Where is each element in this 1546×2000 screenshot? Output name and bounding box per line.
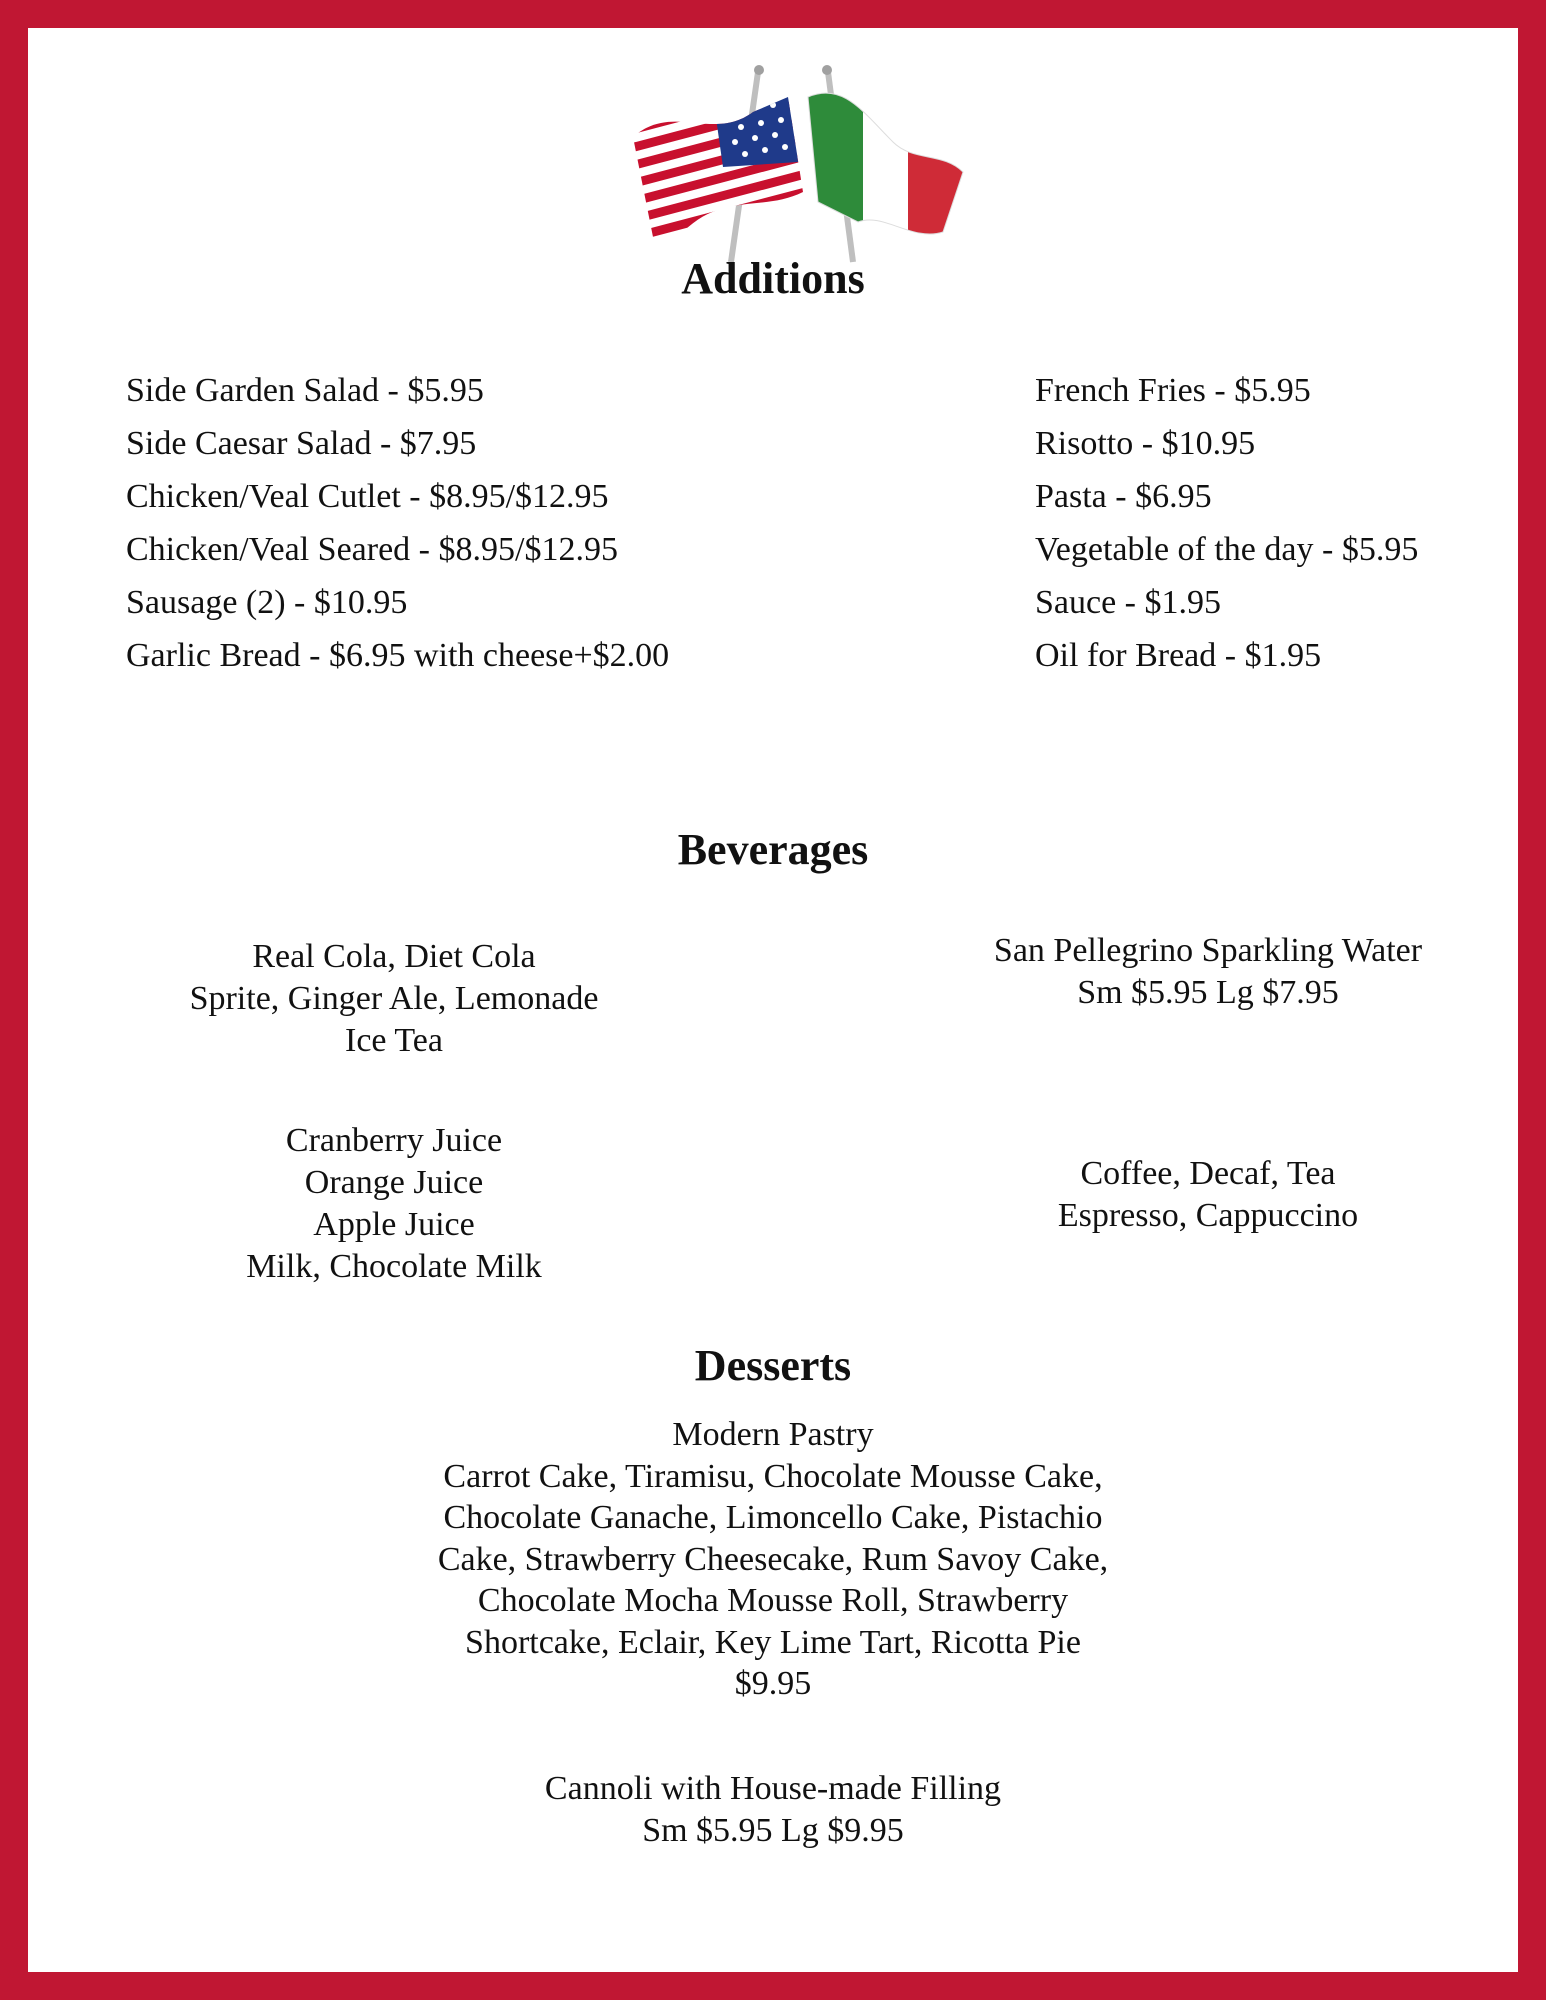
dessert-line: Cannoli with House-made Filling xyxy=(544,1770,1002,1807)
list-item: Oil for Bread - $1.95 xyxy=(1035,637,1322,674)
beverage-line: Ice Tea xyxy=(345,1022,443,1059)
dessert-price: Sm $5.95 Lg $9.95 xyxy=(642,1811,904,1849)
beverage-line: Espresso, Cappuccino xyxy=(1057,1197,1359,1234)
dessert-line: Cake, Strawberry Cheesecake, Rum Savoy Cake, xyxy=(437,1540,1109,1578)
list-item: Side Caesar Salad - $7.95 xyxy=(126,425,477,462)
list-item: Chicken/Veal Seared - $8.95/$12.95 xyxy=(126,531,618,568)
list-item: Side Garden Salad - $5.95 xyxy=(126,372,484,409)
additions-right-list xyxy=(1035,364,1418,682)
desserts-heading: Desserts xyxy=(694,1341,852,1390)
dessert-line: Modern Pastry xyxy=(672,1416,874,1453)
list-item: Risotto - $10.95 xyxy=(1035,425,1256,462)
beverage-line: San Pellegrino Sparkling Water xyxy=(993,932,1423,969)
beverage-line: Milk, Chocolate Milk xyxy=(246,1248,542,1285)
crossed-flags-image xyxy=(613,42,973,267)
list-item: Sausage (2) - $10.95 xyxy=(126,584,408,621)
desserts-cannoli xyxy=(28,1768,1518,1851)
beverages-sodas xyxy=(134,936,654,1062)
beverages-juices xyxy=(134,1120,654,1288)
beverage-line: Coffee, Decaf, Tea xyxy=(1080,1155,1336,1192)
menu-page xyxy=(28,28,1518,1972)
dessert-line: Chocolate Mocha Mousse Roll, Strawberry xyxy=(477,1582,1069,1619)
beverage-line: Sprite, Ginger Ale, Lemonade xyxy=(189,980,599,1017)
list-item: Vegetable of the day - $5.95 xyxy=(1035,531,1419,568)
dessert-line: Carrot Cake, Tiramisu, Chocolate Mousse Cake, xyxy=(443,1457,1103,1495)
additions-heading: Additions xyxy=(681,254,865,303)
dessert-line: Chocolate Ganache, Limoncello Cake, Pistachio xyxy=(443,1499,1103,1536)
list-item: Sauce - $1.95 xyxy=(1035,584,1222,621)
beverage-line: Real Cola, Diet Cola xyxy=(252,938,536,975)
list-item: Garlic Bread - $6.95 with cheese+$2.00 xyxy=(126,637,670,674)
beverage-line: Cranberry Juice xyxy=(285,1122,503,1159)
beverage-line: Apple Juice xyxy=(313,1206,475,1243)
beverage-line: Sm $5.95 Lg $7.95 xyxy=(1077,974,1339,1011)
beverages-hot-drinks xyxy=(918,1153,1498,1237)
beverage-line: Orange Juice xyxy=(304,1164,484,1201)
additions-left-list xyxy=(126,364,669,682)
list-item: Chicken/Veal Cutlet - $8.95/$12.95 xyxy=(126,478,609,515)
list-item: Pasta - $6.95 xyxy=(1035,478,1212,515)
beverages-water xyxy=(918,930,1498,1014)
dessert-price: $9.95 xyxy=(734,1665,812,1702)
dessert-line: Shortcake, Eclair, Key Lime Tart, Ricotta Pie xyxy=(465,1623,1081,1661)
list-item: French Fries - $5.95 xyxy=(1035,372,1311,409)
desserts-pastry xyxy=(28,1414,1518,1705)
beverages-heading: Beverages xyxy=(677,825,869,874)
